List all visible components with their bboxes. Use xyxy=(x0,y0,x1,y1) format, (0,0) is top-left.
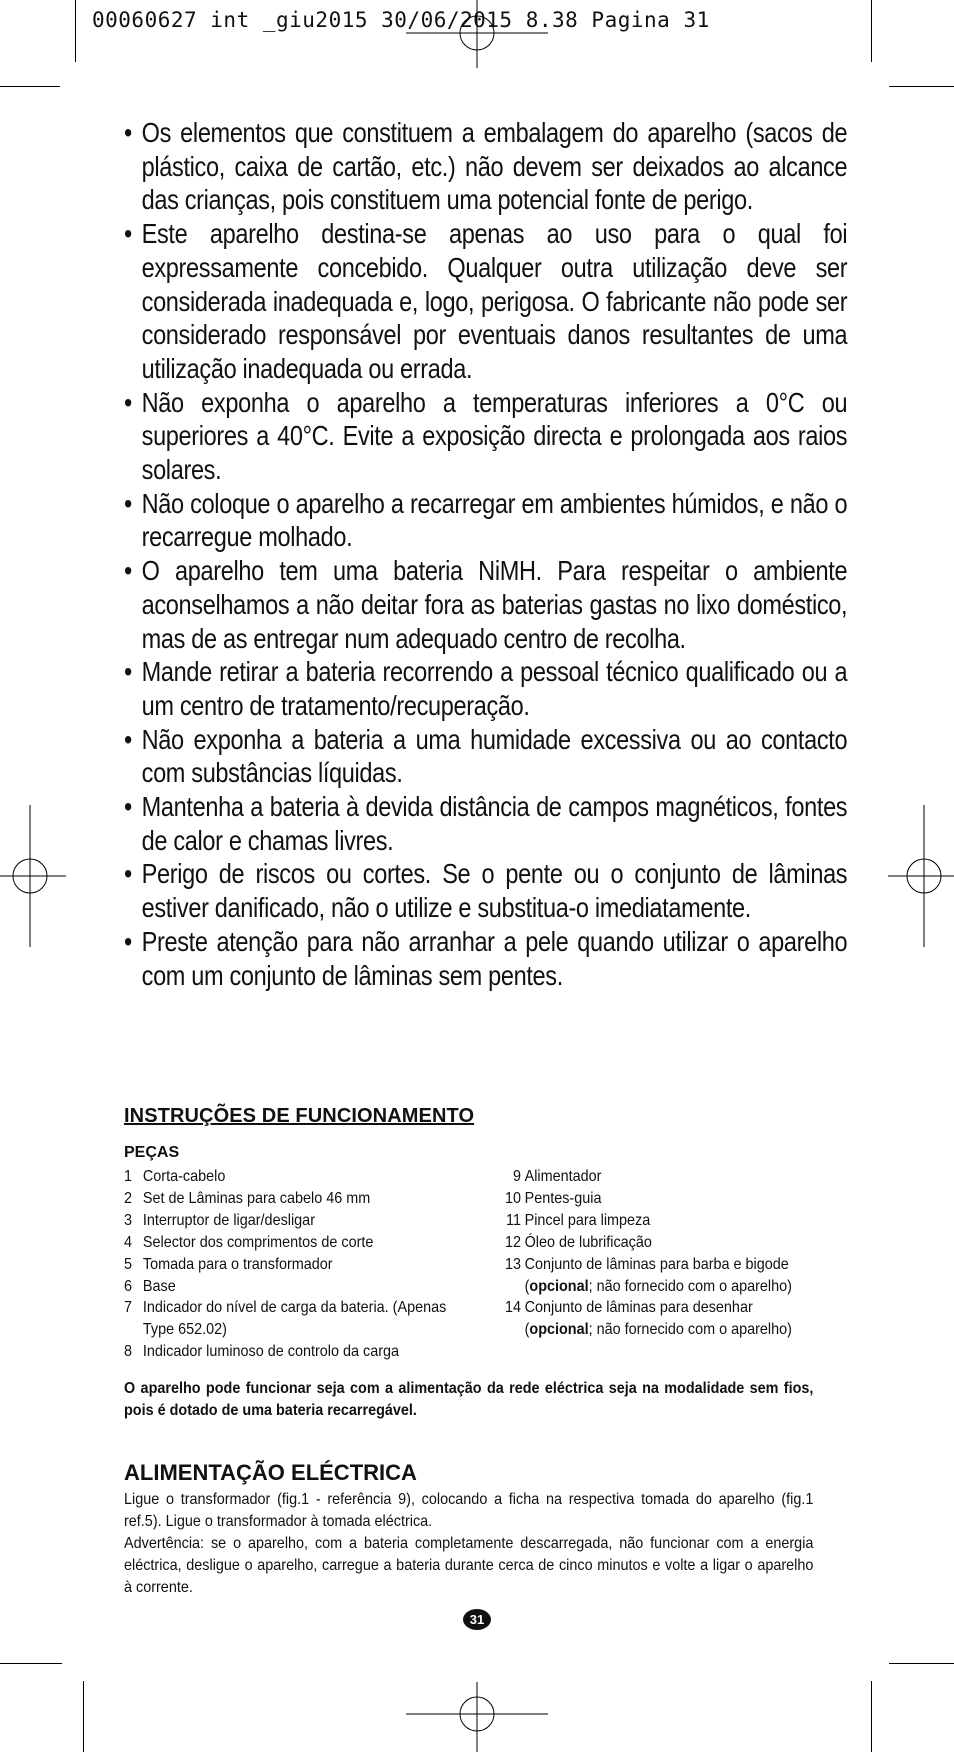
crop-mark-top-left-h xyxy=(0,86,60,87)
part-item: 1 Corta-cabelo xyxy=(124,1168,226,1185)
safety-warning-item: • Não exponha a bateria a uma humidade excessiva ou ao contacto com substâncias líquidas. xyxy=(124,723,848,789)
cordless-operation-note: O aparelho pode funcionar seja com a alimentação da rede eléctrica seja na modalidade sem fios, pois é dotado de uma bateria recarregável. xyxy=(124,1380,814,1419)
parts-heading: PEÇAS xyxy=(124,1144,180,1161)
safety-warning-item: • Preste atenção para não arranhar a pele quando utilizar o aparelho com um conjunto de lâminas sem pentes. xyxy=(124,925,848,991)
print-slug-line: 00060627 int _giu2015 30/06/2015 8.38 Pagina 31 xyxy=(92,8,710,32)
parts-list-right xyxy=(503,1166,792,1341)
bullet-glyph: • xyxy=(124,656,132,688)
part-item: 6 Base xyxy=(124,1277,176,1295)
registration-mark-top xyxy=(400,0,554,70)
safety-warning-item: • Mantenha a bateria à devida distância de campos magnéticos, fontes de calor e chamas livres. xyxy=(124,791,848,856)
part-item: 9 Alimentador xyxy=(512,1168,602,1185)
registration-mark-left xyxy=(0,805,66,947)
crop-mark-top-right-h xyxy=(889,86,954,87)
bullet-glyph: • xyxy=(124,925,132,957)
safety-warning-item: • Este aparelho destina-se apenas ao uso para o qual foi expressamente concebido. Qualquer outra utilização deve ser considerada inadequada e, logo, perigosa. O fabricante não pode ser considerado responsável por eventuais danos resultantes de uma utilização inadequada ou errada. xyxy=(124,218,848,384)
part-item: 13 Conjunto de lâminas para barba e bigode (opcional; não fornecido com o aparelho) xyxy=(504,1255,792,1295)
part-item: 4 Selector dos comprimentos de corte xyxy=(124,1233,374,1251)
bullet-glyph: • xyxy=(124,791,132,823)
part-item: 8 Indicador luminoso de controlo da carga xyxy=(124,1343,400,1361)
safety-warnings-list xyxy=(124,116,848,992)
safety-warning-item: • Não coloque o aparelho a recarregar em ambientes húmidos, e não o recarregue molhado. xyxy=(124,487,848,553)
part-item: 10 Pentes-guia xyxy=(504,1189,602,1207)
instructions-heading: INSTRUÇÕES DE FUNCIONAMENTO xyxy=(124,1105,475,1127)
bullet-glyph: • xyxy=(124,487,132,519)
page-number-badge: 31 xyxy=(463,1609,491,1630)
safety-warning-item: • O aparelho tem uma bateria NiMH. Para respeitar o ambiente aconselhamos a não deitar fora as baterias gastas no lixo doméstico, mas de as entregar num adequado centro de recolha. xyxy=(124,555,848,654)
part-item: 14 Conjunto de lâminas para desenhar (opcional; não fornecido com o aparelho) xyxy=(504,1299,792,1339)
crop-mark-bottom-right-h xyxy=(889,1663,954,1664)
part-item: 2 Set de Lâminas para cabelo 46 mm xyxy=(124,1189,371,1207)
safety-warning-item: • Perigo de riscos ou cortes. Se o pente ou o conjunto de lâminas estiver danificado, não o utilize e substitua-o imediatamente. xyxy=(124,858,848,924)
part-item: 12 Óleo de lubrificação xyxy=(504,1233,652,1251)
bullet-glyph: • xyxy=(124,555,132,587)
crop-mark-top-right-v xyxy=(871,0,872,62)
safety-warning-item: • Não exponha o aparelho a temperaturas inferiores a 0°C ou superiores a 40°C. Evite a exposição directa e prolongada aos raios solares. xyxy=(124,386,848,486)
part-item: 11 Pincel para limpeza xyxy=(506,1211,651,1229)
bullet-glyph: • xyxy=(124,858,132,890)
crop-mark-bottom-left-v xyxy=(83,1681,84,1752)
safety-warning-item: • Os elementos que constituem a embalagem do aparelho (sacos de plástico, caixa de cartão, etc.) não devem ser deixados ao alcance das crianças, pois constituem uma potencial fonte de perigo. xyxy=(124,117,848,216)
part-item: 5 Tomada para o transformador xyxy=(124,1255,333,1273)
registration-mark-bottom xyxy=(400,1682,554,1752)
registration-mark-right xyxy=(888,805,954,947)
power-warning-paragraph: Advertência: se o aparelho, com a bateria completamente descarregada, não funcionar com a energia eléctrica, desligue o aparelho, carregue a bateria durante cerca de cinco minutos e volte a ligar o aparelho à corrente. xyxy=(124,1535,814,1596)
bullet-glyph: • xyxy=(124,117,132,148)
crop-mark-top-left-v xyxy=(75,0,76,62)
safety-warning-item: • Mande retirar a bateria recorrendo a pessoal técnico qualificado ou a um centro de tratamento/recuperação. xyxy=(124,656,848,721)
parts-list-left xyxy=(124,1166,446,1363)
power-supply-paragraph: Ligue o transformador (fig.1 - referência 9), colocando a ficha na respectiva tomada do aparelho (fig.1 ref.5). Ligue o transformador à tomada eléctrica. xyxy=(124,1491,814,1530)
part-item: 3 Interruptor de ligar/desligar xyxy=(124,1211,315,1229)
power-supply-heading: ALIMENTAÇÃO ELÉCTRICA xyxy=(124,1460,417,1485)
bullet-glyph: • xyxy=(124,218,132,250)
crop-mark-bottom-left-h xyxy=(0,1663,62,1664)
crop-mark-bottom-right-v xyxy=(871,1681,872,1752)
bullet-glyph: • xyxy=(124,386,132,418)
bullet-glyph: • xyxy=(124,723,132,755)
part-item: 7 Indicador do nível de carga da bateria. (Apenas Type 652.02) xyxy=(124,1299,447,1339)
